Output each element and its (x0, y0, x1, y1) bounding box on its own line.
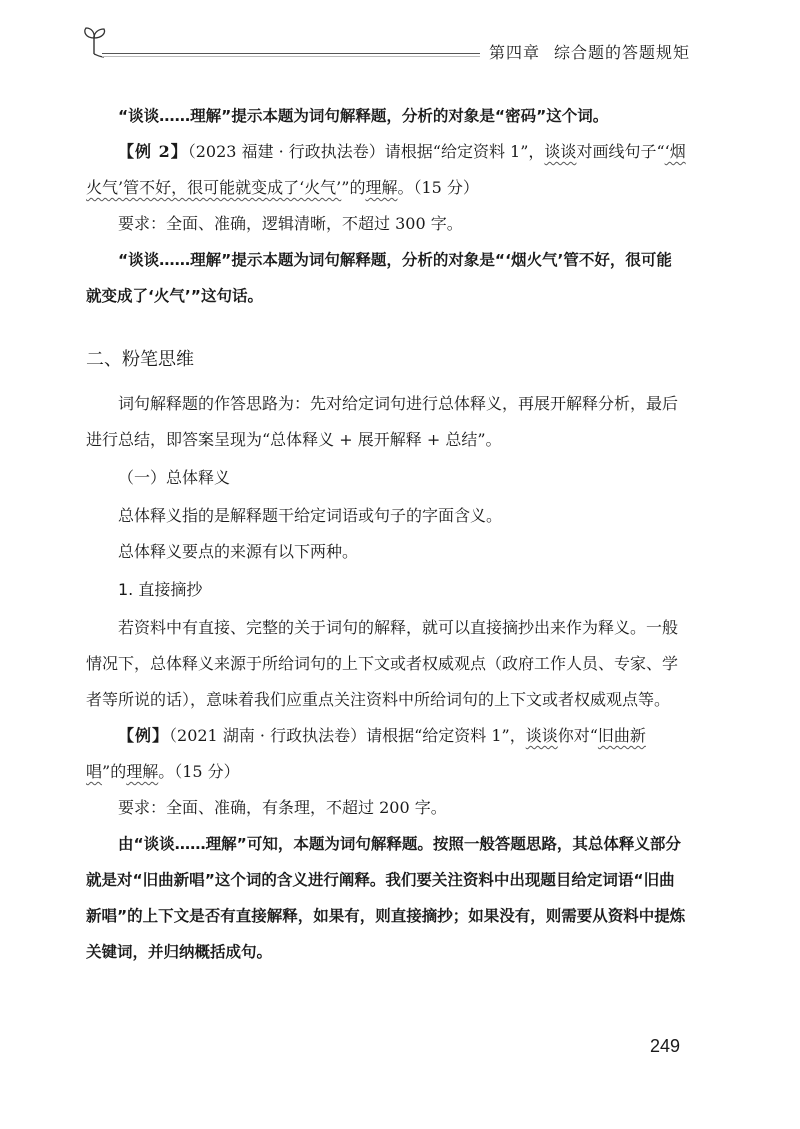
example-2-source: （2023 福建 · 行政执法卷）请根据“给定资料 1”， (187, 142, 545, 161)
subsection-heading: （一）总体释义 (118, 468, 231, 487)
page-body (86, 98, 686, 970)
example-2-score: 。（15 分） (397, 178, 479, 197)
example-2-end-quote: ”的 (341, 178, 366, 197)
analysis-paragraph-2: “谈谈……理解”提示本题为词句解释题，分析的对象是“‘烟火气’管不好，很可能就变成了‘火气’”这句话。 (86, 251, 672, 305)
example-2-label: 【例 2】 (118, 142, 188, 161)
definition-paragraph: 总体释义指的是解释题干给定词语或句子的字面含义。 (118, 506, 503, 525)
header-rule (102, 53, 480, 54)
example-3-understanding: 理解 (126, 762, 159, 781)
item-heading: 1. 直接摘抄 (118, 580, 203, 599)
running-header (80, 24, 690, 64)
example-3 (86, 718, 686, 790)
chapter-title: 综合题的答题规矩 (553, 43, 690, 62)
sources-paragraph: 总体释义要点的来源有以下两种。 (118, 542, 359, 561)
chapter-heading (489, 40, 690, 63)
section-heading: 二、粉笔思维 (86, 349, 194, 370)
example-3-verb: 谈谈 (525, 726, 558, 745)
analysis-paragraph-1: “谈谈……理解”提示本题为词句解释题，分析的对象是“密码”这个词。 (118, 107, 609, 125)
page-number: 249 (649, 1036, 680, 1056)
example-3-quote: 旧曲新唱 (86, 726, 646, 781)
example-2-verb: 谈谈 (544, 142, 577, 161)
approach-paragraph: 词句解释题的作答思路为：先对给定词句进行总体释义，再展开解释分析，最后进行总结，即答案呈现为“总体释义 + 展开解释 + 总结”。 (86, 394, 679, 449)
requirement-1: 要求：全面、准确，逻辑清晰，不超过 300 字。 (118, 214, 463, 233)
header-rule-shadow (102, 56, 480, 57)
requirement-2: 要求：全面、准确，有条理，不超过 200 字。 (118, 798, 447, 817)
example-3-score: 。（15 分） (158, 762, 240, 781)
example-2-middle: 对画线句子“ (576, 142, 665, 161)
example-3-label: 【例】 (118, 726, 170, 745)
example-2-quote: ‘烟火气’管不好，很可能就变成了‘火气’ (86, 142, 686, 197)
chapter-number: 第四章 (488, 43, 540, 62)
excerpt-paragraph: 若资料中有直接、完整的关于词句的解释，就可以直接摘抄出来作为释义。一般情况下，总体释义来源于所给词句的上下文或者权威观点（政府工作人员、专家、学者等所说的话），意味着我们应重点关注资料中所给词句的上下文或者权威观点等。 (86, 618, 679, 709)
example-2-understanding: 理解 (365, 178, 398, 197)
example-3-middle: 你对“ (557, 726, 598, 745)
analysis-paragraph-3: 由“谈谈……理解”可知，本题为词句解释题。按照一般答题思路，其总体释义部分就是对“旧曲新唱”这个词的含义进行阐释。我们要关注资料中出现题目给定词语“旧曲新唱”的上下文是否有直接解释，如果有，则直接摘抄；如果没有，则需要从资料中提炼关键词，并归纳概括成句。 (86, 835, 686, 961)
example-3-source: （2021 湖南 · 行政执法卷）请根据“给定资料 1”， (169, 726, 526, 745)
example-2 (86, 134, 686, 206)
example-3-end-quote: ”的 (102, 762, 127, 781)
sprout-icon (80, 24, 110, 60)
